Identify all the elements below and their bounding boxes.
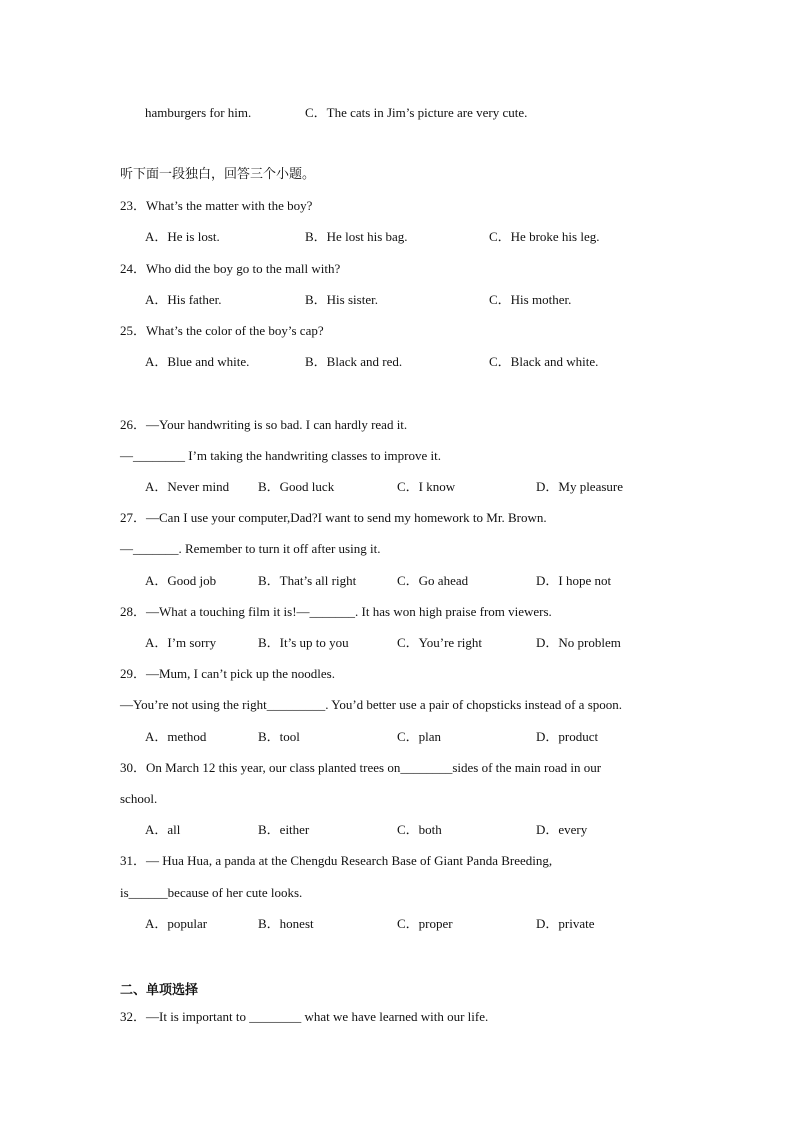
q27-stem: 27．—Can I use your computer,Dad?I want to send my homework to Mr. Brown.: [120, 510, 547, 525]
q31-option-c: C．proper: [397, 916, 453, 931]
q27-option-c: C．Go ahead: [397, 573, 469, 588]
q23-option-a: A．He is lost.: [145, 229, 220, 244]
q26-stem: 26．—Your handwriting is so bad. I can hardly read it.: [120, 417, 408, 432]
q28-option-a: A．I’m sorry: [145, 635, 217, 650]
q29-stem-response: —You’re not using the right_________. You’d better use a pair of chopsticks instead of a spoon.: [120, 697, 623, 712]
q30-stem: 30．On March 12 this year, our class planted trees on________sides of the main road in our: [120, 760, 602, 775]
q30-option-d: D．every: [536, 822, 588, 837]
q26-option-d: D．My pleasure: [536, 479, 624, 494]
q30-option-a: A．all: [145, 822, 181, 837]
q28-stem: 28．—What a touching film it is!—_______. It has won high praise from viewers.: [120, 604, 552, 619]
q25-option-b: B．Black and red.: [305, 354, 403, 369]
q27-option-d: D．I hope not: [536, 573, 612, 588]
q25-stem: 25．What’s the color of the boy’s cap?: [120, 323, 324, 338]
q31-option-d: D．private: [536, 916, 595, 931]
q26-option-b: B．Good luck: [258, 479, 335, 494]
q30-option-b: B．either: [258, 822, 310, 837]
q23-option-c: C．He broke his leg.: [489, 229, 600, 244]
q23-option-b: B．He lost his bag.: [305, 229, 408, 244]
q24-stem: 24．Who did the boy go to the mall with?: [120, 261, 341, 276]
q31-stem: 31．— Hua Hua, a panda at the Chengdu Research Base of Giant Panda Breeding,: [120, 853, 553, 868]
q28-option-d: D．No problem: [536, 635, 621, 650]
q29-option-a: A．method: [145, 729, 207, 744]
q32-stem: 32．—It is important to ________ what we have learned with our life.: [120, 1009, 489, 1024]
q30-option-c: C．both: [397, 822, 442, 837]
q27-option-a: A．Good job: [145, 573, 217, 588]
q28-option-b: B．It’s up to you: [258, 635, 349, 650]
q28-option-c: C．You’re right: [397, 635, 482, 650]
q23-stem: 23．What’s the matter with the boy?: [120, 198, 313, 213]
listening-instruction: 听下面一段独白，回答三个小题。: [120, 167, 316, 182]
q30-stem-cont: school.: [120, 791, 158, 806]
q24-option-a: A．His father.: [145, 292, 222, 307]
q31-option-b: B．honest: [258, 916, 314, 931]
q25-option-a: A．Blue and white.: [145, 354, 250, 369]
q31-option-a: A．popular: [145, 916, 208, 931]
q24-option-c: C．His mother.: [489, 292, 572, 307]
q31-stem-cont: is______because of her cute looks.: [120, 885, 303, 900]
prev-question-option-text: hamburgers for him.: [145, 105, 252, 120]
q26-option-c: C．I know: [397, 479, 456, 494]
q26-option-a: A．Never mind: [145, 479, 230, 494]
q26-stem-response: —________ I’m taking the handwriting classes to improve it.: [120, 448, 441, 463]
q29-stem: 29．—Mum, I can’t pick up the noodles.: [120, 666, 335, 681]
q25-option-c: C．Black and white.: [489, 354, 599, 369]
prev-question-option-c: C．The cats in Jim’s picture are very cute.: [305, 105, 528, 120]
q27-stem-response: —_______. Remember to turn it off after using it.: [120, 541, 381, 556]
q29-option-d: D．product: [536, 729, 599, 744]
section-heading: 二、单项选择: [120, 983, 199, 998]
q29-option-b: B．tool: [258, 729, 300, 744]
q29-option-c: C．plan: [397, 729, 442, 744]
q27-option-b: B．That’s all right: [258, 573, 357, 588]
q24-option-b: B．His sister.: [305, 292, 378, 307]
